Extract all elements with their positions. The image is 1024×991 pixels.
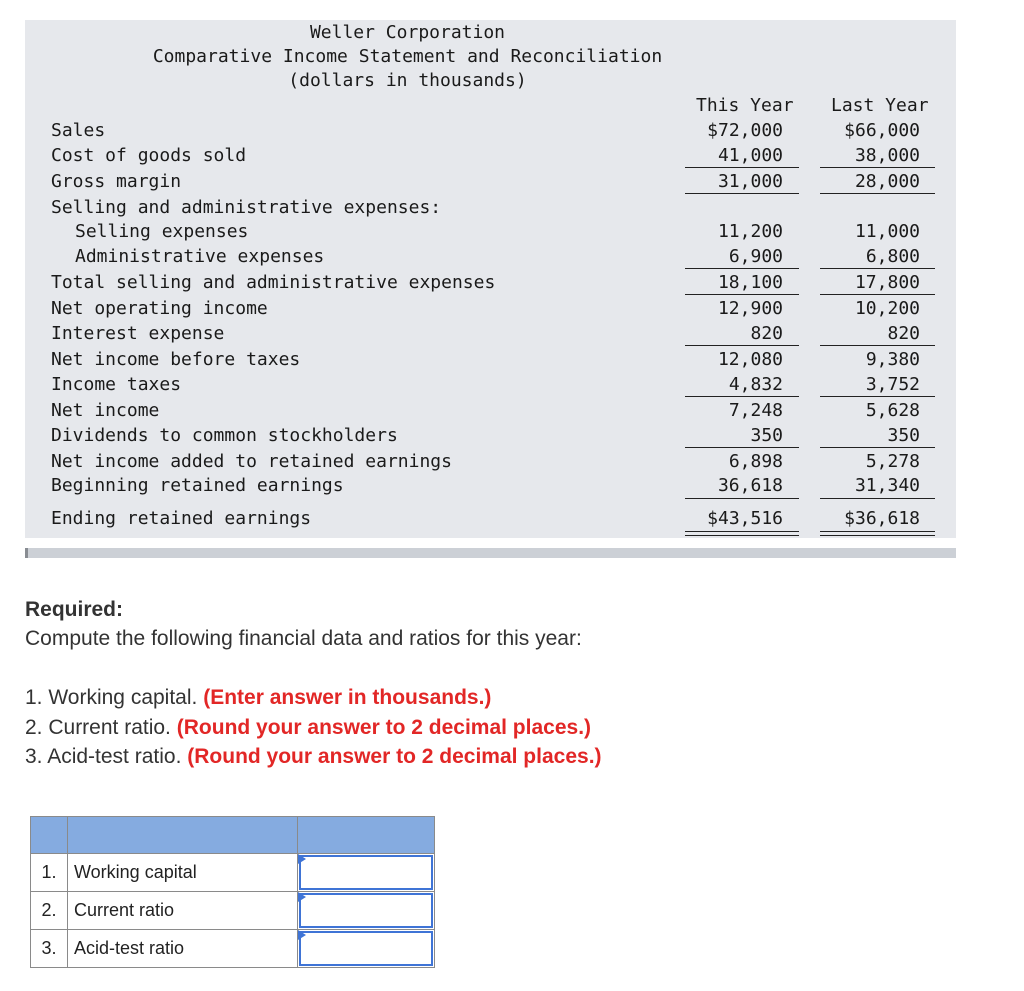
statement-title: Comparative Income Statement and Reconciliation xyxy=(152,46,663,67)
input-marker-icon xyxy=(298,930,306,940)
net-operating-income-last-year: 10,200 xyxy=(854,298,920,319)
current-ratio-cell xyxy=(298,892,435,930)
statement-subtitle: (dollars in thousands) xyxy=(288,70,527,91)
underline xyxy=(820,294,935,295)
row-number: 1. xyxy=(31,854,68,892)
income-taxes-this-year: 4,832 xyxy=(728,374,783,395)
income-taxes-last-year: 3,752 xyxy=(865,374,920,395)
row-label-cogs: Cost of goods sold xyxy=(51,145,247,166)
table-row xyxy=(31,892,435,930)
row-label: Current ratio xyxy=(68,892,298,930)
working-capital-input[interactable] xyxy=(299,855,433,890)
row-label-beginning-retained-earnings: Beginning retained earnings xyxy=(51,475,344,496)
selling-expenses-this-year: 11,200 xyxy=(717,221,783,242)
interest-expense-last-year: 820 xyxy=(887,323,920,344)
income-before-taxes-last-year: 9,380 xyxy=(865,349,920,370)
requirement-note: (Round your answer to 2 decimal places.) xyxy=(176,716,592,739)
horizontal-scrollbar[interactable] xyxy=(25,548,956,558)
row-label-dividends: Dividends to common stockholders xyxy=(51,425,398,446)
row-label-ending-retained-earnings: Ending retained earnings xyxy=(51,508,312,529)
cogs-this-year: 41,000 xyxy=(717,145,783,166)
required-instructions: Compute the following financial data and ratios for this year: xyxy=(25,627,582,650)
cogs-last-year: 38,000 xyxy=(854,145,920,166)
current-ratio-input[interactable] xyxy=(299,893,433,928)
acid-test-ratio-input[interactable] xyxy=(299,931,433,966)
gross-margin-this-year: 31,000 xyxy=(717,171,783,192)
requirement-text: 1. Working capital. xyxy=(25,686,198,709)
interest-expense-this-year: 820 xyxy=(750,323,783,344)
dividends-this-year: 350 xyxy=(750,425,783,446)
requirement-note: (Enter answer in thousands.) xyxy=(203,686,492,709)
row-label-gross-margin: Gross margin xyxy=(51,171,182,192)
underline xyxy=(685,167,799,168)
row-label-sga-header: Selling and administrative expenses: xyxy=(51,197,442,218)
row-label: Acid-test ratio xyxy=(68,930,298,968)
beginning-re-this-year: 36,618 xyxy=(717,475,783,496)
input-marker-icon xyxy=(298,854,306,864)
net-operating-income-this-year: 12,900 xyxy=(717,298,783,319)
income-before-taxes-this-year: 12,080 xyxy=(717,349,783,370)
underline xyxy=(820,167,935,168)
row-label-selling-expenses: Selling expenses xyxy=(75,221,249,242)
column-header-last-year: Last Year xyxy=(831,95,929,116)
row-label-added-to-retained-earnings: Net income added to retained earnings xyxy=(51,451,452,472)
requirement-text: 2. Current ratio. xyxy=(25,716,171,739)
underline xyxy=(685,193,799,194)
table-row xyxy=(31,930,435,968)
row-label-interest-expense: Interest expense xyxy=(51,323,225,344)
requirement-text: 3. Acid-test ratio. xyxy=(25,745,182,768)
header-cell xyxy=(68,817,298,854)
underline xyxy=(685,294,799,295)
underline xyxy=(685,447,799,448)
requirement-item-1 xyxy=(25,686,491,710)
row-number: 2. xyxy=(31,892,68,930)
working-capital-cell xyxy=(298,854,435,892)
underline xyxy=(685,396,799,397)
column-header-this-year: This Year xyxy=(696,95,794,116)
added-to-re-this-year: 6,898 xyxy=(728,451,783,472)
gross-margin-last-year: 28,000 xyxy=(854,171,920,192)
row-label-total-sga: Total selling and administrative expenses xyxy=(51,272,496,293)
net-income-this-year: 7,248 xyxy=(728,400,783,421)
net-income-last-year: 5,628 xyxy=(865,400,920,421)
company-name: Weller Corporation xyxy=(309,22,506,43)
admin-expenses-this-year: 6,900 xyxy=(728,246,783,267)
row-label-income-before-taxes: Net income before taxes xyxy=(51,349,301,370)
added-to-re-last-year: 5,278 xyxy=(865,451,920,472)
underline xyxy=(685,345,799,346)
underline xyxy=(820,396,935,397)
row-label-admin-expenses: Administrative expenses xyxy=(75,246,325,267)
beginning-re-last-year: 31,340 xyxy=(854,475,920,496)
header-cell xyxy=(298,817,435,854)
underline xyxy=(820,498,935,499)
admin-expenses-last-year: 6,800 xyxy=(865,246,920,267)
requirement-item-3 xyxy=(25,745,602,769)
underline xyxy=(820,193,935,194)
ending-re-last-year: $36,618 xyxy=(844,508,920,529)
selling-expenses-last-year: 11,000 xyxy=(854,221,920,242)
row-number: 3. xyxy=(31,930,68,968)
underline xyxy=(820,447,935,448)
row-label-net-income: Net income xyxy=(51,400,160,421)
row-label-sales: Sales xyxy=(51,120,106,141)
input-marker-icon xyxy=(298,892,306,902)
table-row xyxy=(31,854,435,892)
row-label-net-operating-income: Net operating income xyxy=(51,298,268,319)
underline xyxy=(685,268,799,269)
requirement-item-2 xyxy=(25,716,591,740)
acid-test-ratio-cell xyxy=(298,930,435,968)
row-label-income-taxes: Income taxes xyxy=(51,374,182,395)
sales-this-year: $72,000 xyxy=(707,120,783,141)
income-statement xyxy=(25,20,956,538)
header-cell xyxy=(31,817,68,854)
sales-last-year: $66,000 xyxy=(844,120,920,141)
required-heading: Required: xyxy=(25,598,124,621)
total-sga-this-year: 18,100 xyxy=(717,272,783,293)
total-sga-last-year: 17,800 xyxy=(854,272,920,293)
underline xyxy=(820,345,935,346)
underline xyxy=(820,268,935,269)
dividends-last-year: 350 xyxy=(887,425,920,446)
answer-table xyxy=(30,816,435,968)
double-underline xyxy=(685,531,799,536)
double-underline xyxy=(820,531,935,536)
row-label: Working capital xyxy=(68,854,298,892)
underline xyxy=(685,498,799,499)
ending-re-this-year: $43,516 xyxy=(707,508,783,529)
answer-table-header xyxy=(31,817,435,854)
requirement-note: (Round your answer to 2 decimal places.) xyxy=(187,745,602,768)
